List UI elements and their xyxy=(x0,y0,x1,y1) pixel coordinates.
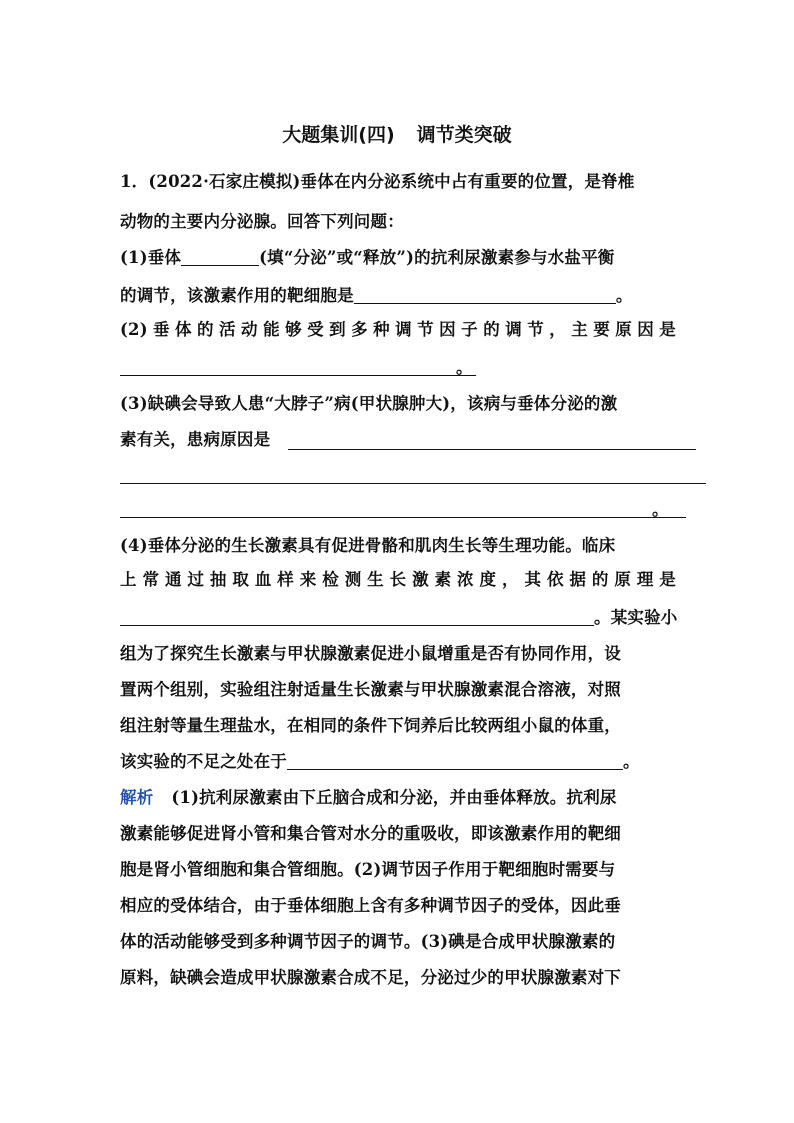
sub-question-4-line-5: 置两个组别，实验组注射适量生长激素与甲状腺激素混合溶液，对照 xyxy=(120,680,621,699)
sub-question-3-line-1: (3)缺碘会导致人患“大脖子”病(甲状腺肿大)，该病与垂体分泌的激 xyxy=(120,394,618,413)
question-stem-line-1: 1．(2022·石家庄模拟)垂体在内分泌系统中占有重要的位置，是脊椎 xyxy=(120,172,635,191)
sub-question-2-line-1: (2)垂体的活动能够受到多种调节因子的调节，主要原因是 xyxy=(120,320,676,339)
answer-blank-4[interactable] xyxy=(288,448,696,450)
analysis-line-5: 体的活动能够受到多种调节因子的调节。(3)碘是合成甲状腺激素的 xyxy=(120,932,616,951)
title-sub: 调节类突破 xyxy=(416,124,512,146)
answer-blank-6[interactable] xyxy=(120,516,686,518)
sub-question-4-line-3-tail: 。某实验小 xyxy=(594,608,678,627)
sub-question-4-line-2: 上常通过抽取血样来检测生长激素浓度，其依据的原理是 xyxy=(120,570,676,589)
page-title xyxy=(0,120,794,147)
answer-blank-7[interactable] xyxy=(120,624,594,626)
analysis-line-1: 解析 (1)抗利尿激素由下丘脑合成和分泌，并由垂体释放。抗利尿 xyxy=(120,788,617,807)
title-main: 大题集训(四) xyxy=(282,124,395,146)
sub-question-4-line-4: 组为了探究生长激素与甲状腺激素促进小鼠增重是否有协同作用，设 xyxy=(120,644,621,663)
sub-question-4-line-1: (4)垂体分泌的生长激素具有促进骨骼和肌肉生长等生理功能。临床 xyxy=(120,536,616,555)
sub-question-4-line-6: 组注射等量生理盐水，在相同的条件下饲养后比较两组小鼠的体重， xyxy=(120,716,621,735)
answer-blank-8[interactable] xyxy=(287,753,623,770)
sub-question-4-line-7: 该实验的不足之处在于 。 xyxy=(120,752,640,771)
analysis-line-3: 胞是肾小管细胞和集合管细胞。(2)调节因子作用于靶细胞时需要与 xyxy=(120,860,616,879)
question-stem-line-2: 动物的主要内分泌腺。回答下列问题： xyxy=(120,212,404,231)
period-mark: 。 xyxy=(652,500,669,519)
period-mark: 。 xyxy=(456,358,473,377)
analysis-line-2: 激素能够促进肾小管和集合管对水分的重吸收，即该激素作用的靶细 xyxy=(120,824,621,843)
analysis-line-6: 原料，缺碘会造成甲状腺激素合成不足，分泌过少的甲状腺激素对下 xyxy=(120,968,621,987)
answer-blank-3[interactable] xyxy=(120,374,476,376)
sub-question-1-line-2: 的调节，该激素作用的靶细胞是 。 xyxy=(120,286,633,305)
answer-blank-5[interactable] xyxy=(120,482,706,484)
sub-question-1-line-1: (1)垂体 (填“分泌”或“释放”)的抗利尿激素参与水盐平衡 xyxy=(120,248,615,267)
answer-blank-2[interactable] xyxy=(354,287,616,304)
analysis-label: 解析 xyxy=(120,788,154,807)
sub-question-3-line-2: 素有关，患病原因是 xyxy=(120,430,271,449)
analysis-line-4: 相应的受体结合，由于垂体细胞上含有多种调节因子的受体，因此垂 xyxy=(120,896,621,915)
answer-blank-1[interactable] xyxy=(181,249,259,266)
